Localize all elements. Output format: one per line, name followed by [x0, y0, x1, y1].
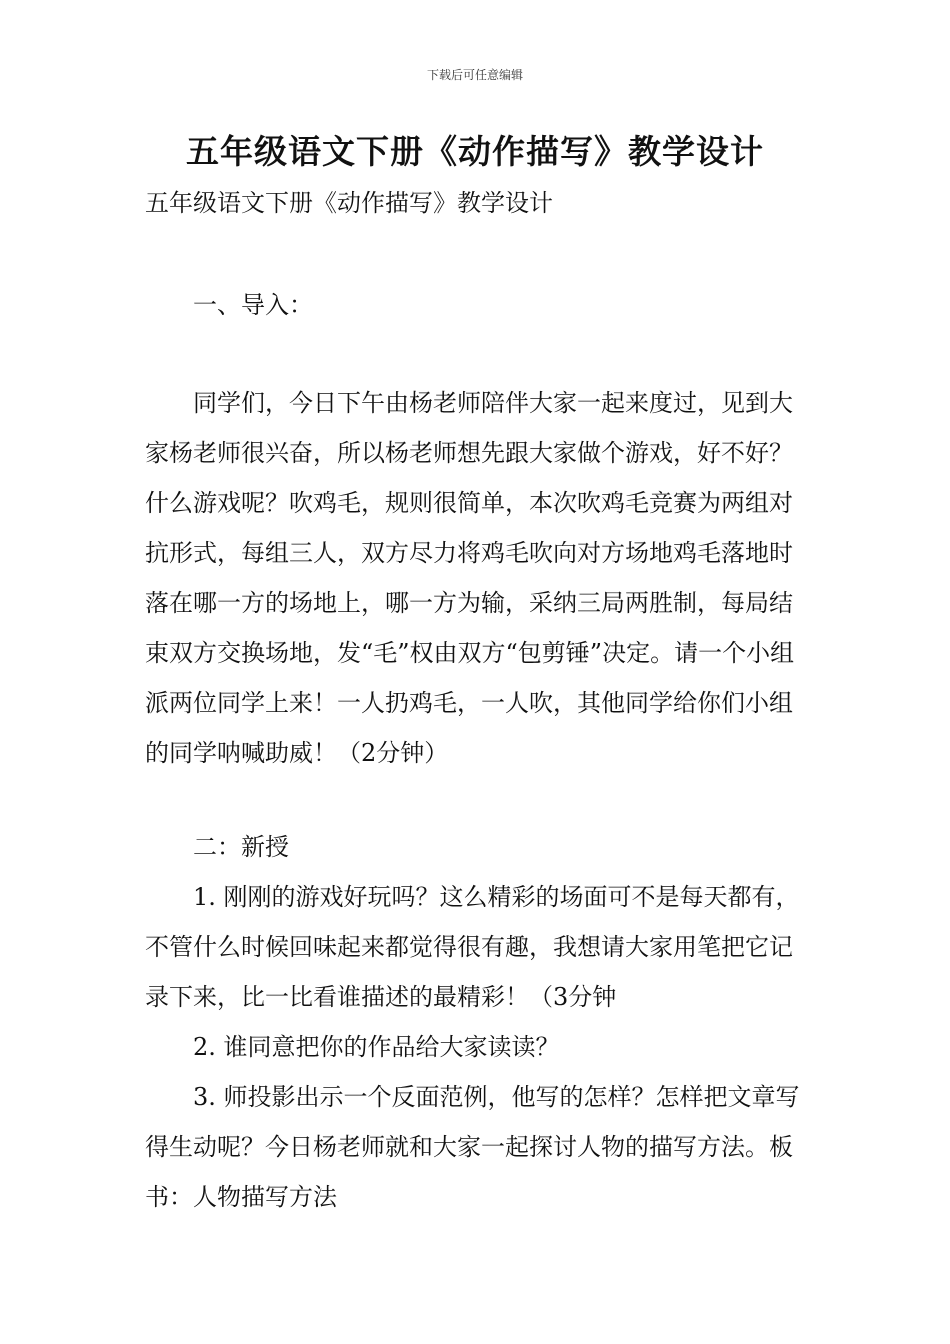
section1-heading: 一、导入：	[193, 291, 313, 319]
section2-heading: 二：新授	[193, 833, 289, 861]
section1-paragraph: 同学们，今日下午由杨老师陪伴大家一起来度过，见到大家杨老师很兴奋，所以杨老师想先跟大家做个游戏，好不好？什么游戏呢？吹鸡毛，规则很简单，本次吹鸡毛竞赛为两组对抗形式，每组三人，双方尽力将鸡毛吹向对方场地鸡毛落地时落在哪一方的场地上，哪一方为输，采纳三局两胜制，每局结束双方交换场地，发“毛”权由双方“包剪锤”决定。请一个小组派两位同学上来！一人扔鸡毛，一人吹，其他同学给你们小组的同学呐喊助威！（2分钟）	[145, 389, 795, 767]
section2-item-2: 2. 谁同意把你的作品给大家读读？	[193, 1033, 560, 1061]
document-subtitle: 五年级语文下册《动作描写》教学设计	[145, 189, 553, 217]
section2-block	[145, 822, 805, 1222]
document-title: 五年级语文下册《动作描写》教学设计	[186, 132, 764, 171]
header-note: 下载后可任意编辑	[426, 68, 523, 82]
intro-paragraph-block	[145, 378, 805, 778]
section-heading-intro	[145, 280, 805, 330]
section2-item-3: 3. 师投影出示一个反面范例，他写的怎样？怎样把文章写得生动呢？今日杨老师就和大家一起探讨人物的描写方法。板书：人物描写方法	[145, 1083, 800, 1211]
section2-item-1: 1. 刚刚的游戏好玩吗？这么精彩的场面可不是每天都有，不管什么时候回味起来都觉得很有趣，我想请大家用笔把它记录下来，比一比看谁描述的最精彩！（3分钟	[145, 883, 800, 1011]
